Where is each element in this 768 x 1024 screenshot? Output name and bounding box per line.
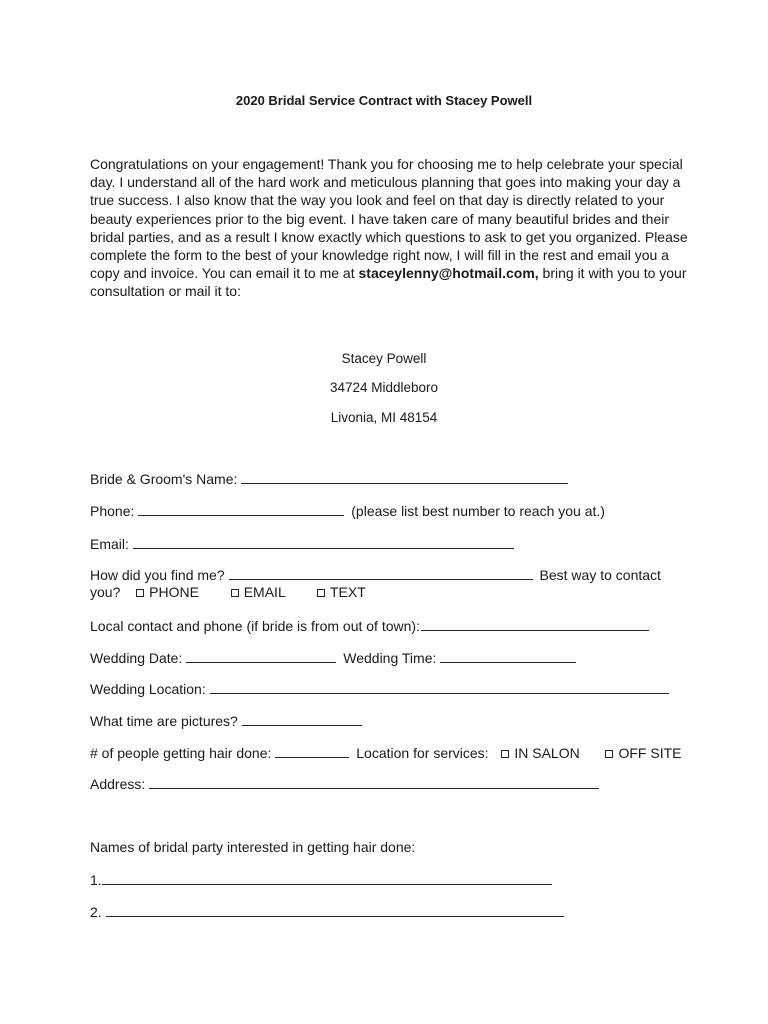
document-title: 2020 Bridal Service Contract with Stacey Powell bbox=[235, 93, 533, 108]
services-label: Location for services: bbox=[356, 745, 489, 761]
local-contact-row bbox=[90, 617, 652, 634]
phone-label: Phone: bbox=[90, 503, 135, 519]
local-field[interactable] bbox=[421, 617, 649, 631]
people-field[interactable] bbox=[275, 744, 349, 758]
contact-text-option[interactable]: TEXT bbox=[317, 584, 366, 600]
address-street: 34724 Middleboro bbox=[329, 380, 439, 395]
checkbox-icon bbox=[605, 750, 613, 758]
in-salon-option[interactable]: IN SALON bbox=[501, 745, 579, 761]
names-label: Bride & Groom's Name: bbox=[90, 471, 238, 487]
address-city: Livonia, MI 48154 bbox=[330, 410, 438, 425]
pictures-field[interactable] bbox=[242, 712, 362, 726]
location-field[interactable] bbox=[210, 680, 669, 694]
pictures-label: What time are pictures? bbox=[90, 713, 238, 729]
names-row bbox=[90, 470, 571, 487]
contact-phone-option[interactable]: PHONE bbox=[136, 584, 199, 600]
time-label: Wedding Time: bbox=[343, 650, 437, 666]
party-number: 2. bbox=[90, 904, 102, 920]
checkbox-icon bbox=[136, 589, 144, 597]
party-heading: Names of bridal party interested in getting hair done: bbox=[90, 839, 416, 855]
intro-text-end: bring it with you to your consultation or mail it to: bbox=[90, 265, 687, 300]
location-row bbox=[90, 680, 672, 697]
local-label: Local contact and phone (if bride is from out of town): bbox=[90, 618, 420, 634]
checkbox-icon bbox=[501, 750, 509, 758]
contact-label: Best way to contact bbox=[539, 567, 661, 583]
checkbox-icon bbox=[231, 589, 239, 597]
email-label: Email: bbox=[90, 536, 129, 552]
names-field[interactable] bbox=[241, 470, 568, 484]
address-field[interactable] bbox=[149, 775, 599, 789]
email-field[interactable] bbox=[133, 535, 514, 549]
party-row-2 bbox=[90, 903, 567, 920]
phone-note: (please list best number to reach you at.) bbox=[351, 503, 605, 519]
date-field[interactable] bbox=[186, 649, 336, 663]
contact-row bbox=[90, 584, 366, 600]
intro-paragraph bbox=[90, 155, 690, 301]
party-number: 1. bbox=[90, 872, 102, 888]
checkbox-icon bbox=[317, 589, 325, 597]
people-label: # of people getting hair done: bbox=[90, 745, 272, 761]
find-row bbox=[90, 566, 661, 583]
address-row bbox=[90, 775, 602, 792]
contact-you: you? bbox=[90, 584, 121, 600]
people-row bbox=[90, 744, 681, 761]
email-row bbox=[90, 535, 517, 552]
off-site-option[interactable]: OFF SITE bbox=[605, 745, 681, 761]
date-label: Wedding Date: bbox=[90, 650, 183, 666]
pictures-row bbox=[90, 712, 365, 729]
address-label: Address: bbox=[90, 776, 146, 792]
party-row-1 bbox=[90, 871, 555, 888]
party-field-1[interactable] bbox=[102, 871, 552, 885]
date-time-row bbox=[90, 649, 579, 666]
contact-email: staceylenny@hotmail.com, bbox=[358, 265, 539, 282]
phone-row bbox=[90, 502, 605, 519]
find-label: How did you find me? bbox=[90, 567, 225, 583]
address-name: Stacey Powell bbox=[341, 351, 427, 366]
find-field[interactable] bbox=[229, 566, 533, 580]
contact-email-option[interactable]: EMAIL bbox=[231, 584, 286, 600]
party-field-2[interactable] bbox=[106, 903, 564, 917]
phone-field[interactable] bbox=[138, 502, 344, 516]
intro-text: Congratulations on your engagement! Thank you for choosing me to help celebrate your special day. I understand all of the hard work and meticulous planning that goes into making your day a true success. I also know that the way you look and feel on that day is directly related to your beauty experiences prior to the big event. I have taken care of many beautiful brides and their bridal parties, and as a result I know exactly which questions to ask to get you organized. Please complete the form to the best of your knowledge right now, I will fill in the rest and email you a copy and invoice. You can email it to me at bbox=[90, 156, 688, 282]
time-field[interactable] bbox=[440, 649, 576, 663]
location-label: Wedding Location: bbox=[90, 681, 206, 697]
